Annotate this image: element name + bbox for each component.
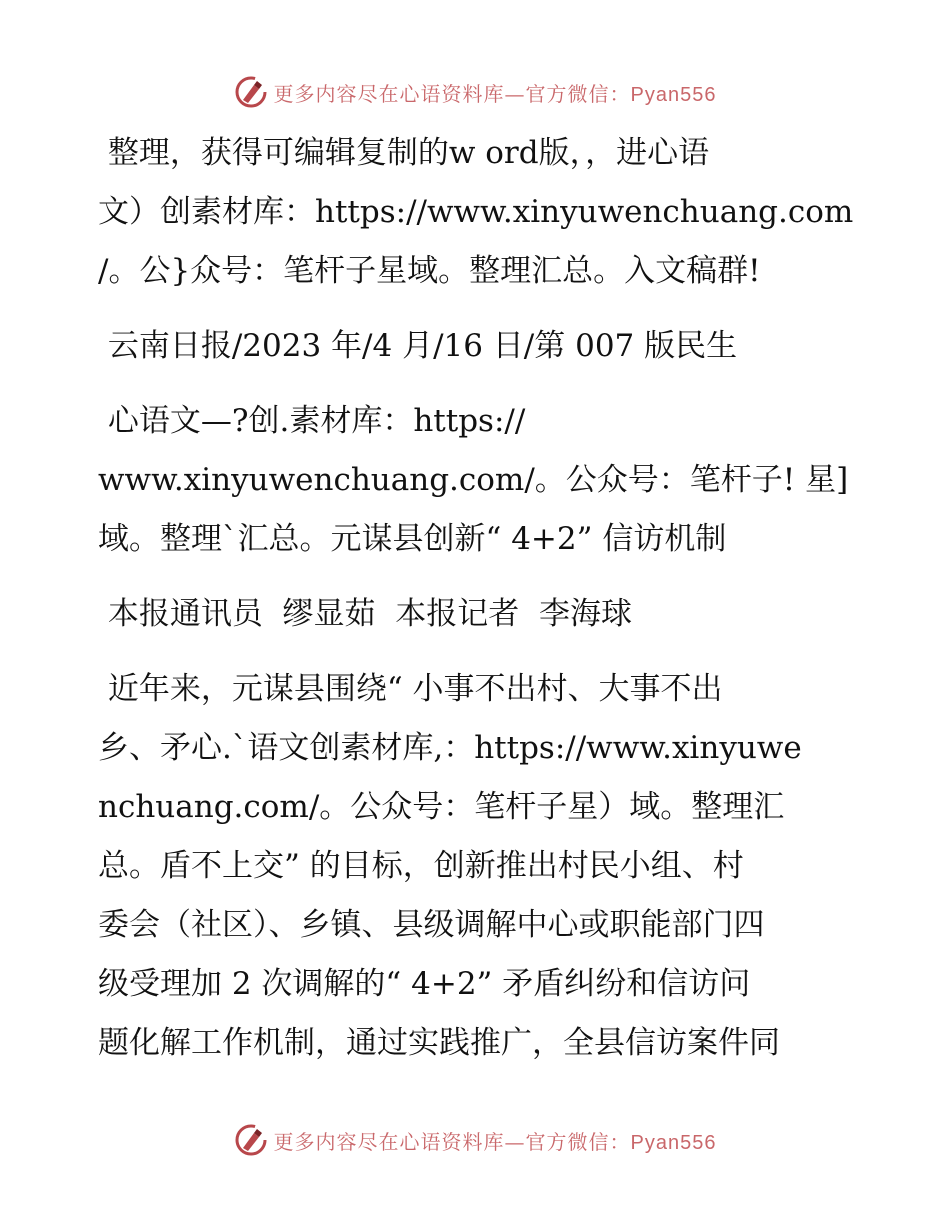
text-line: 近年来，元谋县围绕“ 小事不出村、大事不出 [98,671,723,707]
text-line: 心语文—?创.素材库：https:// [98,403,526,439]
footer-banner-text: 更多内容尽在心语资料库—官方微信：Pyan556 [273,1129,717,1154]
text-line: 委会（社区）、乡镇、县级调解中心或职能部门四 [98,907,765,943]
text-line: 文）创素材库：https://www.xinyuwenchuang.com [98,194,854,230]
text-line: nchuang.com/。公众号：笔杆子星）域。整理汇 [98,789,785,825]
text-line: 总。盾不上交” 的目标，创新推出村民小组、村 [98,848,744,884]
header-banner-text: 更多内容尽在心语资料库—官方微信：Pyan556 [273,81,717,106]
text-line: 整理，获得可编辑复制的w ord版，，进心语 [98,135,710,171]
pen-logo-icon [234,75,268,109]
header-banner [0,72,950,112]
text-line: 级受理加 2 次调解的“ 4+2” 矛盾纠纷和信访问 [98,966,751,1002]
text-line: 域。整理`汇总。元谋县创新“ 4+2” 信访机制 [98,521,727,557]
text-line: /。公}众号：笔杆子星域。整理汇总。入文稿群! [98,253,761,289]
article-body [98,124,858,1073]
text-line: 本报通讯员 缪显茹 本报记者 李海球 [98,596,632,632]
footer-banner [0,1120,950,1160]
text-line: 乡、矛心.`语文创素材库,：https://www.xinyuwe [98,730,802,766]
text-line: www.xinyuwenchuang.com/。公众号：笔杆子! 星] [98,462,849,498]
pen-logo-icon [234,1123,268,1157]
text-line: 题化解工作机制，通过实践推广，全县信访案件同 [98,1025,780,1061]
text-line: 云南日报/2023 年/4 月/16 日/第 007 版民生 [98,328,738,364]
